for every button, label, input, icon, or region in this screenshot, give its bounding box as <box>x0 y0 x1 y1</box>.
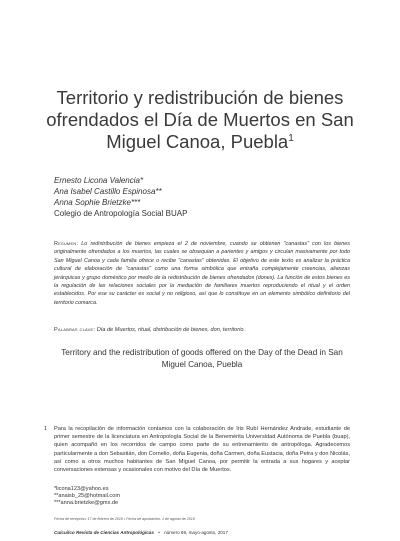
journal-footer: Cuicuilco Revista de Ciencias Antropológicas • número 69, mayo-agosto, 2017 <box>54 530 228 535</box>
journal-name: Cuicuilco Revista de Ciencias Antropológicas <box>54 530 154 535</box>
english-title: Territory and the redistribution of goods offered on the Day of the Dead in San Miguel Canoa, Puebla <box>61 348 343 369</box>
footnote-number: 1 <box>44 426 48 432</box>
author-emails <box>54 486 254 508</box>
email-1: *licona123@yahoo.es <box>54 486 109 492</box>
publication-dates: Fecha de recepción: 17 de febrero de 2016 • Fecha de aprobación: 1 de agosto de 2016 <box>54 517 195 521</box>
keywords-label: Palabras clave: <box>54 327 96 333</box>
author-3: Anna Sophie Brietzke*** <box>54 198 141 207</box>
author-block <box>54 175 354 219</box>
email-3: ***anna.brietzke@gmx.de <box>54 500 119 507</box>
abstract-text: Lo redistribución de bienes empieza el 2 de noviembre, cuando se obtienen "canastas" con los bienes originalmente ofrendados a los muertos, las cuales se obsequian a parientes y amigos y circulan masivamente por todo San Miguel Canoa y cada familia ofrece o recibe "canastas" obtenidas. El objetivo de este texto es analizar la práctica cultural de elaboración de "canastas" como una forma simbólica que entraña complejamente creencias, alianzas jerárquicas y grupo doméstico por medio de la redistribución de bienes ofrendados (dones). La función de estos bienes es la regulación de las relaciones sociales por la mediación de familiares muertos reproduciendo el ritual y el orden establecidos. Por ese su carácter es social y no religioso, así que lo constituye en un elemento simbólico definitorio del territorio comarca. <box>54 241 350 306</box>
author-1: Ernesto Licona Valencia* <box>54 176 144 185</box>
article-title-text: Territorio y redistribución de bienes ofrendados el Día de Muertos en San Miguel Canoa, Puebla <box>46 87 354 152</box>
keywords-text: Día de Muertos, ritual, distribución de bienes, don, territorio. <box>96 327 245 333</box>
footnote-text: Para la recopilación de información contamos con la colaboración de Iris Rubí Hernández Andrade, estudiante de primer semestre de la licenciatura en Antropología Social de la Benemérita Universidad Autónoma de Puebla (buap), quien acompañó en los recorridos de campo como parte de su entrenamiento de antropóloga. Agradecemos particularmente a don Sebastián, don Cornelio, doña Eugenia, doña Carmen, doña Eustacia, doña Petra y don Nicolás, así como a otros muchos habitantes de San Miguel Canoa, por permitir la entrada a sus hogares y aceptar conversaciones extensas y ocasionales con motivo del Día de Muertos. <box>54 426 350 474</box>
article-title <box>40 87 360 153</box>
date-received: Fecha de recepción: 17 de febrero de 2016 <box>54 517 123 521</box>
abstract-label: Resumen: <box>54 241 79 247</box>
abstract <box>54 240 350 307</box>
title-footnote-mark: 1 <box>288 132 294 144</box>
email-2: **anaisb_25@hotmail.com <box>54 493 121 500</box>
journal-issue: número 69, mayo-agosto, 2017 <box>164 530 228 535</box>
keywords <box>54 326 350 334</box>
footnote <box>44 425 350 474</box>
date-approved: Fecha de aprobación: 1 de agosto de 2016 <box>126 517 195 521</box>
author-affiliation: Colegio de Antropología Social BUAP <box>54 209 188 218</box>
author-2: Ana Isabel Castillo Espinosa** <box>54 187 162 196</box>
